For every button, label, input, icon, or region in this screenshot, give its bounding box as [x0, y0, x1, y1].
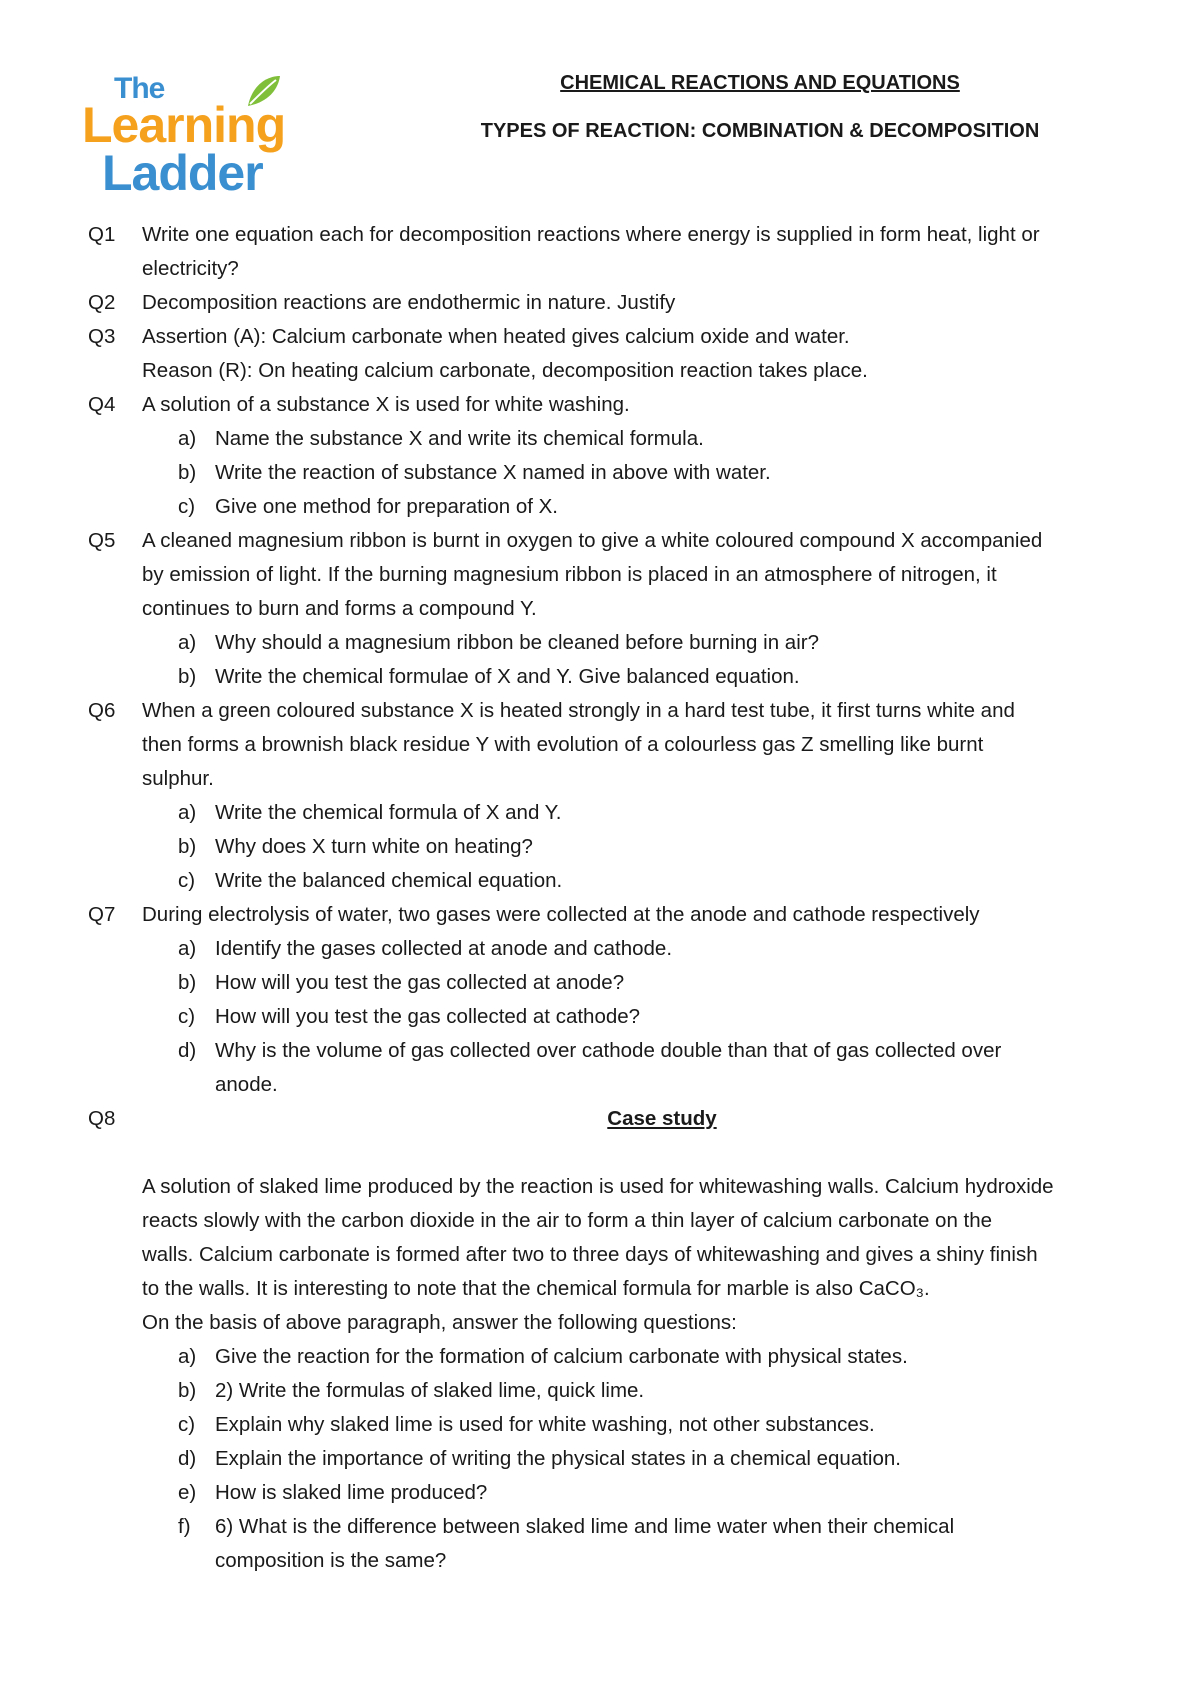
question-q1: [88, 218, 1128, 286]
sub-question: [88, 966, 1128, 1000]
sub-question: [88, 1408, 1128, 1442]
sub-question-label: c): [178, 1005, 196, 1028]
case-study-paragraph: [88, 1170, 1128, 1340]
sub-question-text: anode.: [215, 1073, 278, 1096]
question-text: sulphur.: [142, 767, 214, 790]
sub-question-label: d): [178, 1039, 197, 1062]
sub-question-label: a): [178, 801, 197, 824]
sub-question: [88, 660, 1128, 694]
sub-question-text: Why should a magnesium ribbon be cleaned before burning in air?: [215, 631, 819, 654]
question-q5: [88, 524, 1128, 626]
question-number: Q2: [88, 291, 116, 314]
sub-question-text: Give the reaction for the formation of calcium carbonate with physical states.: [215, 1345, 908, 1368]
logo-ladder: Ladder: [102, 145, 263, 201]
question-text: Reason (R): On heating calcium carbonate, decomposition reaction takes place.: [142, 359, 868, 382]
question-number: Q8: [88, 1107, 116, 1130]
question-q3: [88, 320, 1128, 388]
question-text: When a green coloured substance X is heated strongly in a hard test tube, it first turns white and: [142, 699, 1015, 722]
logo-learning: Learning: [82, 97, 286, 153]
sub-question-label: b): [178, 1379, 197, 1402]
question-text: Write one equation each for decomposition reactions where energy is supplied in form heat, light or: [142, 223, 1040, 246]
sub-question-text: Explain why slaked lime is used for white washing, not other substances.: [215, 1413, 875, 1436]
paragraph-line: to the walls. It is interesting to note that the chemical formula for marble is also CaCO₃.: [142, 1277, 930, 1300]
sub-question-text: Name the substance X and write its chemical formula.: [215, 427, 704, 450]
sub-question-label: a): [178, 631, 197, 654]
sub-question: [88, 1340, 1128, 1374]
sub-question-label: c): [178, 869, 196, 892]
spacer: [88, 1136, 1128, 1170]
sub-question: [88, 456, 1128, 490]
sub-question: [88, 490, 1128, 524]
logo-the: The: [114, 72, 165, 105]
sub-question-text: Explain the importance of writing the physical states in a chemical equation.: [215, 1447, 901, 1470]
question-number: Q1: [88, 223, 116, 246]
sub-question-text: composition is the same?: [215, 1549, 447, 1572]
paragraph-line: reacts slowly with the carbon dioxide in the air to form a thin layer of calcium carbonate on the: [142, 1209, 993, 1232]
sub-question: [88, 1442, 1128, 1476]
sub-question-label: a): [178, 1345, 197, 1368]
paragraph-line: On the basis of above paragraph, answer the following questions:: [142, 1311, 737, 1334]
sub-question-label: f): [178, 1515, 191, 1538]
question-text: then forms a brownish black residue Y with evolution of a colourless gas Z smelling like burnt: [142, 733, 984, 756]
sub-question-text: 6) What is the difference between slaked lime and lime water when their chemical: [215, 1515, 955, 1538]
sub-question-label: c): [178, 495, 196, 518]
sub-question: [88, 864, 1128, 898]
sub-question-text: Identify the gases collected at anode and cathode.: [215, 937, 673, 960]
sub-question: [88, 626, 1128, 660]
sub-question-label: a): [178, 937, 197, 960]
sub-question-text: How will you test the gas collected at anode?: [215, 971, 625, 994]
case-study-title: Case study: [607, 1107, 717, 1130]
sub-question-text: Write the chemical formula of X and Y.: [215, 801, 562, 824]
sub-question: [88, 422, 1128, 456]
question-text: Assertion (A): Calcium carbonate when heated gives calcium oxide and water.: [142, 325, 850, 348]
sub-question-text: Write the chemical formulae of X and Y. Give balanced equation.: [215, 665, 800, 688]
question-number: Q6: [88, 699, 116, 722]
question-list: [88, 218, 1128, 1578]
sub-question-label: b): [178, 665, 197, 688]
sub-question-label: c): [178, 1413, 196, 1436]
sub-question: [88, 830, 1128, 864]
sub-question-text: 2) Write the formulas of slaked lime, quick lime.: [215, 1379, 645, 1402]
question-number: Q3: [88, 325, 116, 348]
case-study-header: [88, 1102, 1128, 1136]
sub-question: [88, 1034, 1128, 1102]
question-text: Decomposition reactions are endothermic in nature. Justify: [142, 291, 676, 314]
question-text: continues to burn and forms a compound Y.: [142, 597, 537, 620]
sub-question-label: a): [178, 427, 197, 450]
question-text: A cleaned magnesium ribbon is burnt in oxygen to give a white coloured compound X accompanied: [142, 529, 1043, 552]
page-subtitle: TYPES OF REACTION: COMBINATION & DECOMPOSITION: [480, 120, 1040, 142]
learning-ladder-logo: [82, 66, 332, 201]
sub-question-text: How will you test the gas collected at cathode?: [215, 1005, 641, 1028]
page-title: CHEMICAL REACTIONS AND EQUATIONS: [560, 72, 960, 94]
question-text: electricity?: [142, 257, 239, 280]
sub-question: [88, 796, 1128, 830]
question-q6: [88, 694, 1128, 796]
sub-question-label: e): [178, 1481, 197, 1504]
sub-question-text: Write the balanced chemical equation.: [215, 869, 563, 892]
question-text: A solution of a substance X is used for white washing.: [142, 393, 630, 416]
question-text: During electrolysis of water, two gases were collected at the anode and cathode respectively: [142, 903, 980, 926]
sub-question: [88, 1476, 1128, 1510]
question-number: Q7: [88, 903, 116, 926]
paragraph-line: A solution of slaked lime produced by the reaction is used for whitewashing walls. Calcium hydroxide: [142, 1175, 1054, 1198]
sub-question: [88, 1374, 1128, 1408]
question-number: Q4: [88, 393, 116, 416]
paragraph-line: walls. Calcium carbonate is formed after two to three days of whitewashing and gives a shiny finish: [142, 1243, 1038, 1266]
question-q2: [88, 286, 1128, 320]
sub-question-text: Give one method for preparation of X.: [215, 495, 559, 518]
sub-question: [88, 932, 1128, 966]
sub-question-label: b): [178, 835, 197, 858]
sub-question-label: b): [178, 461, 197, 484]
sub-question-text: Why is the volume of gas collected over cathode double than that of gas collected over: [215, 1039, 1002, 1062]
sub-question: [88, 1510, 1128, 1578]
sub-question-text: Write the reaction of substance X named in above with water.: [215, 461, 771, 484]
question-q4: [88, 388, 1128, 422]
sub-question-text: Why does X turn white on heating?: [215, 835, 533, 858]
question-q7: [88, 898, 1128, 932]
sub-question-label: b): [178, 971, 197, 994]
sub-question: [88, 1000, 1128, 1034]
sub-question-text: How is slaked lime produced?: [215, 1481, 488, 1504]
question-text: by emission of light. If the burning magnesium ribbon is placed in an atmosphere of nitrogen, it: [142, 563, 997, 586]
question-number: Q5: [88, 529, 116, 552]
sub-question-label: d): [178, 1447, 197, 1470]
